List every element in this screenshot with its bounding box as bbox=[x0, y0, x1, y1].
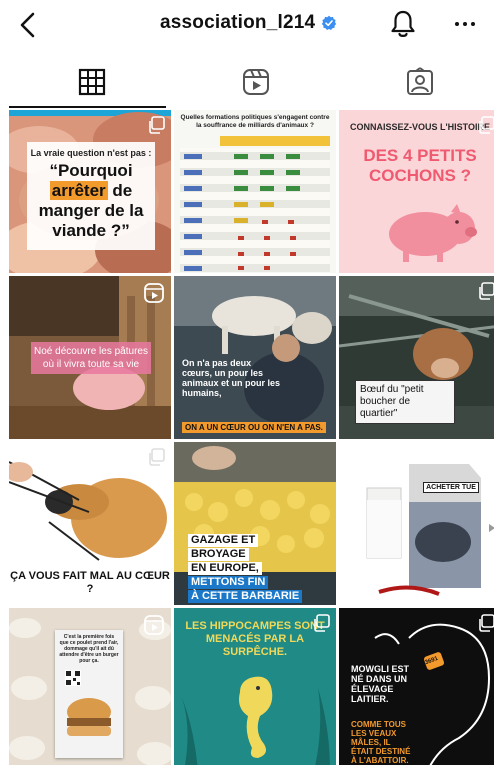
calf-story-text: MOWGLI EST NÉ DANS UN ÉLEVAGE LAITIER. bbox=[351, 664, 409, 704]
pig-illustration bbox=[339, 110, 494, 273]
grid-icon[interactable] bbox=[76, 66, 108, 98]
headline-line-1: GAZAGE ET bbox=[188, 534, 258, 547]
post-thumbnail[interactable] bbox=[174, 442, 336, 605]
carton-label: ACHETER TUE bbox=[423, 482, 479, 493]
headline-line-4: METTONS FIN bbox=[188, 576, 268, 589]
carousel-icon bbox=[477, 282, 494, 300]
profile-header bbox=[0, 0, 494, 56]
carousel-icon bbox=[477, 614, 494, 632]
headline-line-5: À CETTE BARBARIE bbox=[188, 590, 302, 603]
post-thumbnail[interactable] bbox=[174, 110, 336, 273]
ear-tag-number: 3691 bbox=[424, 655, 439, 667]
carousel-icon bbox=[312, 614, 330, 632]
post-thumbnail[interactable] bbox=[339, 442, 494, 605]
qr-code-icon bbox=[65, 670, 81, 686]
story-headline: DES 4 PETITS COCHONS ? bbox=[363, 146, 477, 185]
burger-icon bbox=[63, 692, 115, 744]
profile-title-group bbox=[160, 12, 337, 34]
box-text: C'est la première fois que ce poulet prend l'air, dommage qu'il ait dû attendre d'être un burger pour ça. bbox=[59, 634, 119, 664]
headline-part-2: de manger de la viande ?” bbox=[38, 181, 144, 240]
story-kicker: CONNAISSEZ-VOUS L'HISTOIRE bbox=[350, 122, 490, 132]
tagged-person-icon[interactable] bbox=[404, 66, 436, 98]
more-options-icon[interactable] bbox=[452, 14, 478, 34]
post-thumbnail[interactable] bbox=[9, 608, 171, 765]
headline-line-2: BROYAGE bbox=[188, 548, 249, 561]
headline-highlight: arrêter bbox=[51, 181, 106, 200]
calf-fate-text: COMME TOUS LES VEAUX MÂLES, IL ÉTAIT DESTINÉ À L'ABATTOIR. bbox=[351, 720, 411, 765]
post-thumbnail[interactable] bbox=[9, 442, 171, 605]
headline-line-3: EN EUROPE, bbox=[188, 562, 262, 575]
campaign-headline bbox=[188, 534, 302, 604]
carousel-icon bbox=[147, 116, 165, 134]
headline-part-1: “Pourquoi bbox=[49, 161, 133, 180]
post-thumbnail[interactable] bbox=[339, 608, 494, 765]
reel-icon bbox=[143, 282, 165, 304]
post-thumbnail[interactable] bbox=[339, 110, 494, 273]
burger-box bbox=[55, 630, 123, 758]
back-arrow-icon[interactable] bbox=[14, 10, 44, 40]
post-thumbnail[interactable] bbox=[339, 276, 494, 439]
profile-tabs bbox=[0, 56, 494, 108]
table-title: Quelles formations politiques s'engagent contre la souffrance de milliards d'animaux ? bbox=[180, 114, 330, 129]
verified-badge-icon bbox=[321, 15, 337, 31]
active-tab-indicator bbox=[9, 106, 166, 108]
milk-carton-image bbox=[339, 442, 494, 605]
posts-grid bbox=[9, 110, 494, 765]
headline-question bbox=[27, 161, 155, 241]
caption-overlay: Noé découvre les pâtures où il vivra toute sa vie bbox=[31, 342, 151, 374]
post-thumbnail[interactable] bbox=[9, 110, 171, 273]
comparison-table-image bbox=[174, 110, 336, 273]
headline-card bbox=[27, 142, 155, 250]
carousel-icon bbox=[147, 448, 165, 466]
quote-text: On n'a pas deux cœurs, un pour les animaux et un pour les humains, bbox=[182, 358, 281, 398]
post-thumbnail[interactable] bbox=[9, 276, 171, 439]
reels-icon[interactable] bbox=[240, 66, 272, 98]
reel-icon bbox=[143, 614, 165, 636]
notifications-bell-icon[interactable] bbox=[388, 8, 418, 40]
question-text: ÇA VOUS FAIT MAL AU CŒUR ? bbox=[10, 570, 170, 595]
quote-highlight: ON A UN CŒUR OU ON N'EN A PAS. bbox=[182, 422, 326, 433]
caption-box: Bœuf du "petit boucher de quartier" bbox=[355, 380, 455, 424]
carousel-icon bbox=[477, 116, 494, 134]
profile-username: association_l214 bbox=[160, 12, 316, 33]
post-thumbnail[interactable] bbox=[174, 276, 336, 439]
warning-headline: LES HIPPOCAMPES SONT MENACÉS PAR LA SURPÊCHE. bbox=[185, 620, 325, 658]
headline-kicker: La vraie question n'est pas : bbox=[30, 148, 152, 158]
post-thumbnail[interactable] bbox=[174, 608, 336, 765]
